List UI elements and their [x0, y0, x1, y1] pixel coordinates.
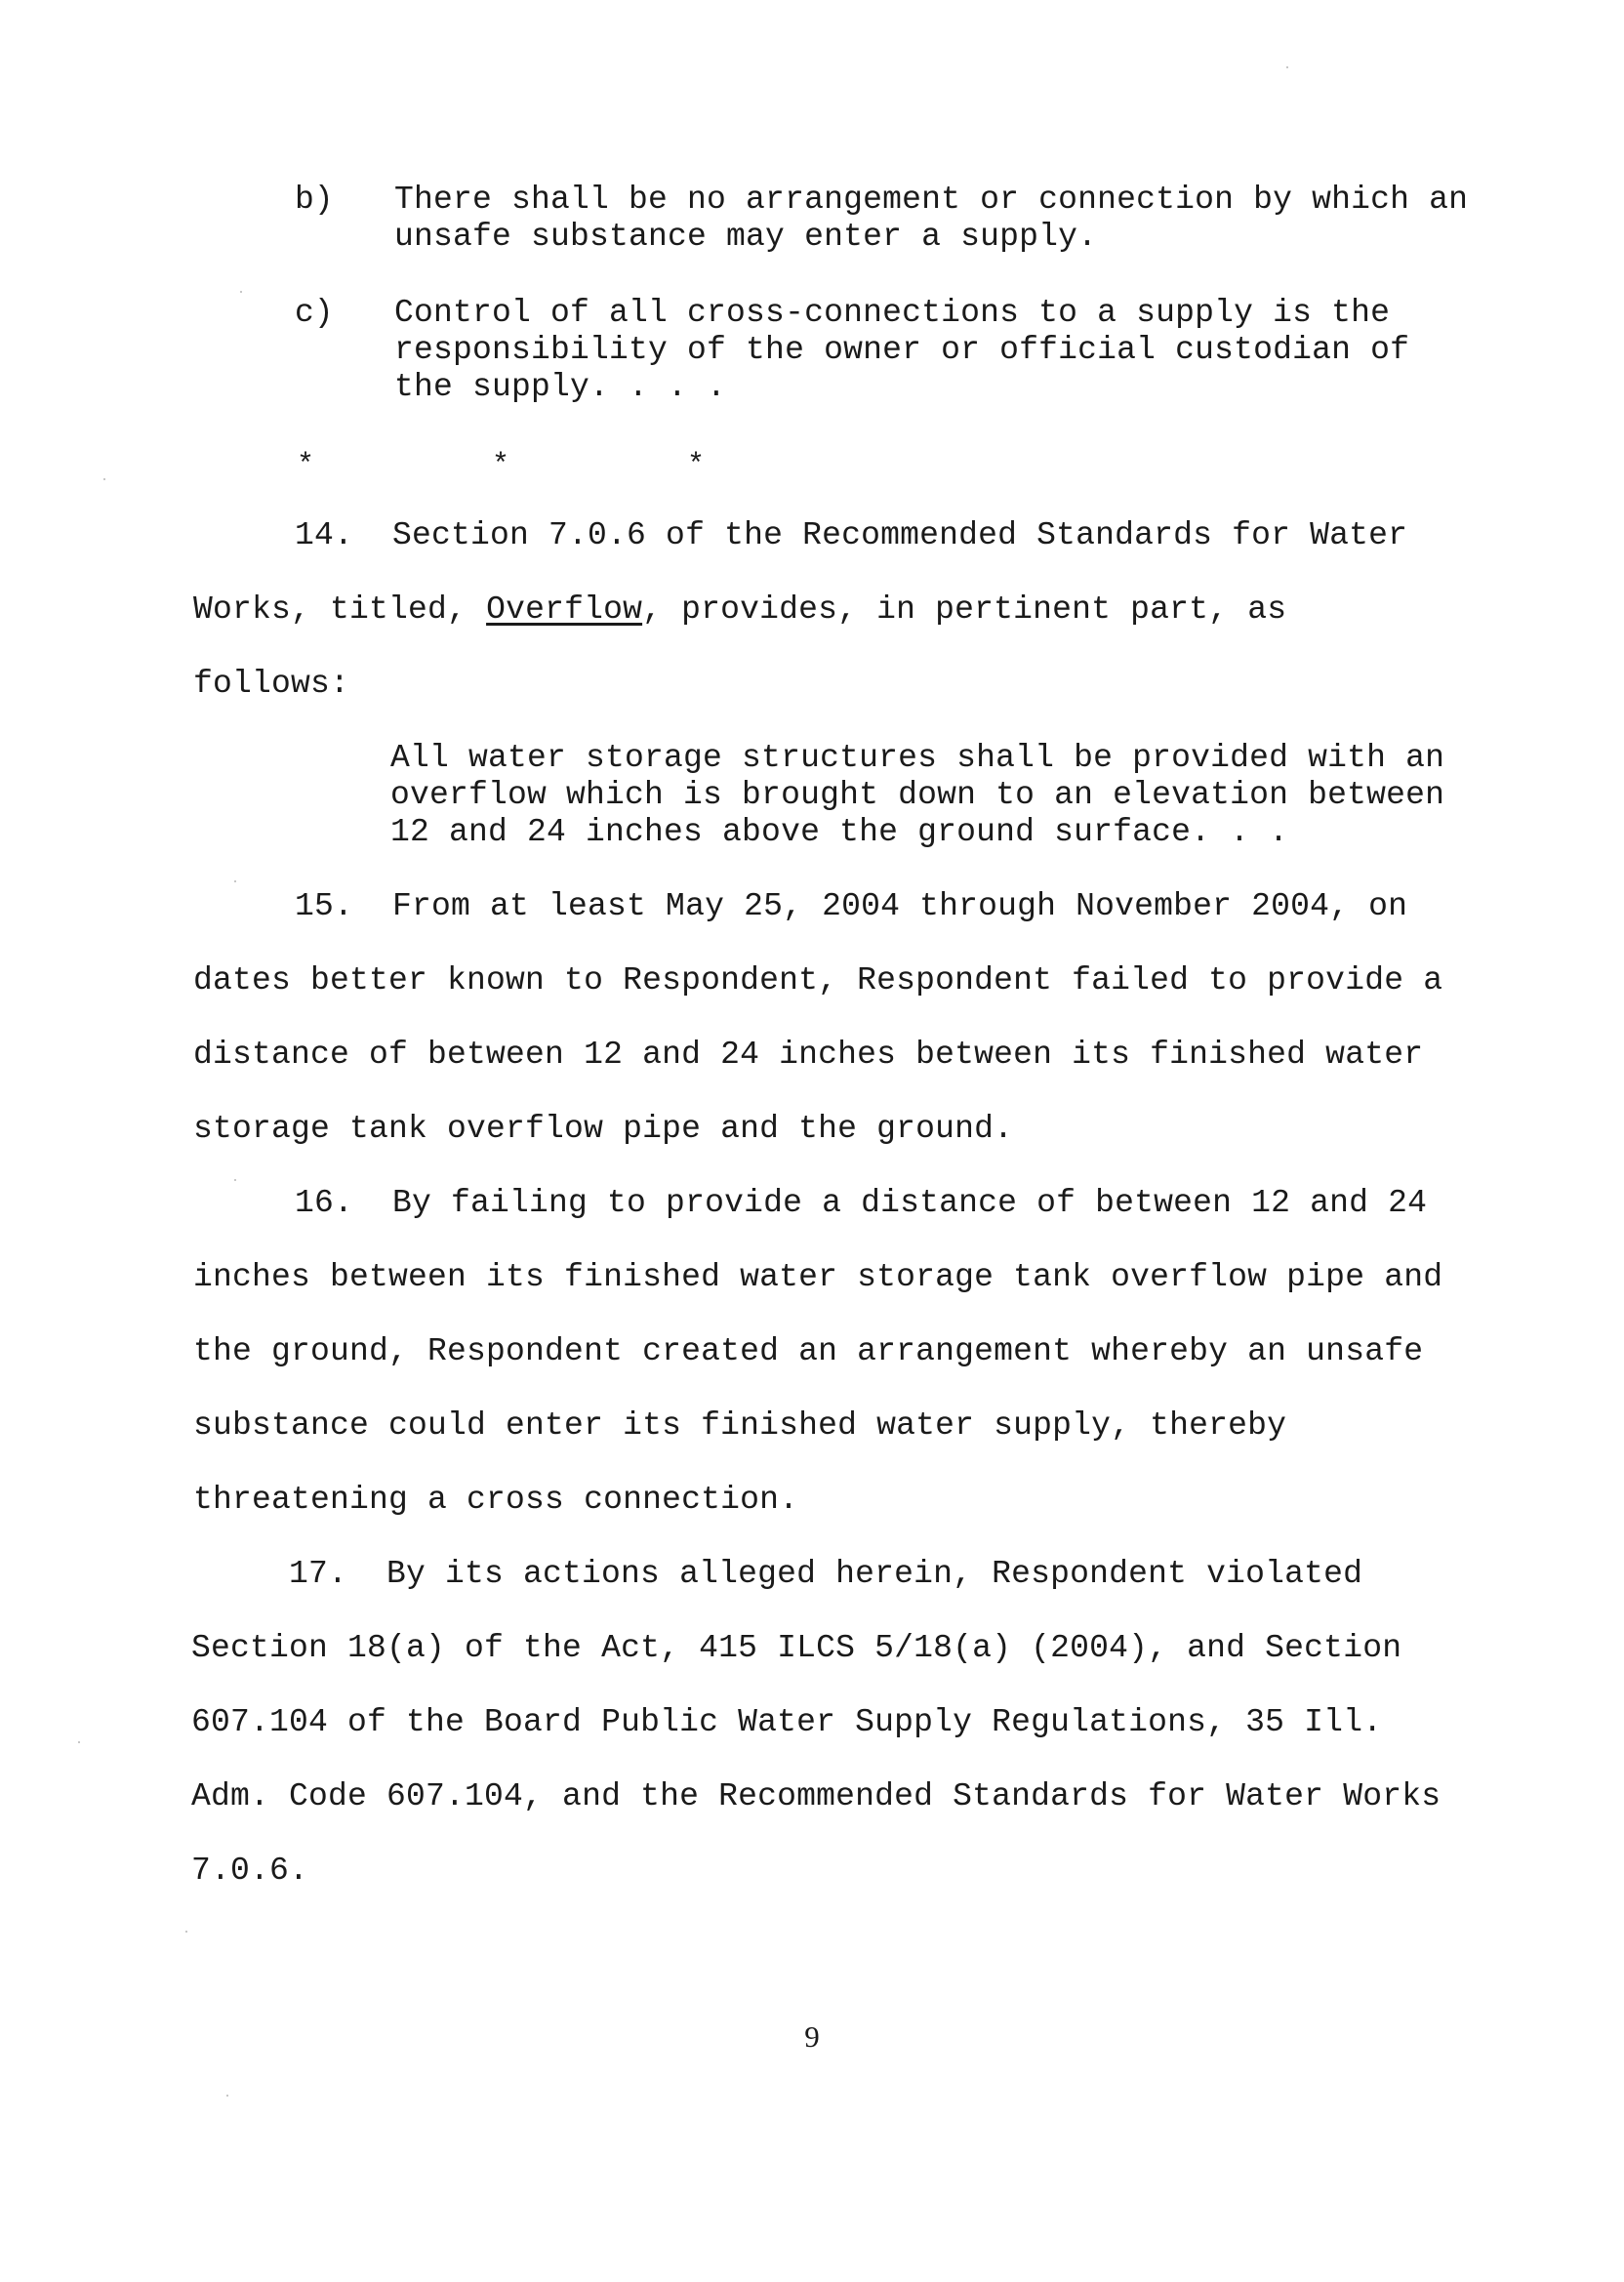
- overflow-title: Overflow: [486, 591, 643, 628]
- scan-speck: [234, 880, 236, 882]
- para-17-line-4: Adm. Code 607.104, and the Recommended Standards for Water Works: [191, 1778, 1441, 1814]
- scan-speck: [240, 291, 242, 293]
- page-number: 9: [804, 2019, 820, 2054]
- para-16-line-4: substance could enter its finished water supply, thereby: [193, 1407, 1287, 1444]
- item-b-line-2: unsafe substance may enter a supply.: [394, 219, 1098, 255]
- para-16-line-2: inches between its finished water storage tank overflow pipe and: [193, 1259, 1443, 1295]
- item-c-line-1: Control of all cross-connections to a supply is the: [394, 295, 1391, 331]
- scan-speck: [103, 478, 105, 480]
- ellipsis-star-3: *: [687, 449, 706, 482]
- para-14-line-2-post: , provides, in pertinent part, as: [642, 591, 1287, 628]
- scan-speck: [226, 2095, 228, 2097]
- item-c-line-3: the supply. . . .: [394, 369, 727, 405]
- scan-speck: [1286, 66, 1288, 68]
- scan-speck: [78, 1741, 80, 1743]
- para-15-line-2: dates better known to Respondent, Respondent failed to provide a: [193, 962, 1443, 998]
- para-14-line-2-pre: Works, titled,: [193, 591, 487, 628]
- quote-line-2: overflow which is brought down to an elevation between: [390, 777, 1445, 813]
- ellipsis-star-1: *: [297, 449, 315, 482]
- scan-speck: [234, 1179, 236, 1181]
- para-15-line-4: storage tank overflow pipe and the ground.: [193, 1111, 1014, 1147]
- para-17-line-5: 7.0.6.: [191, 1853, 309, 1889]
- para-17-line-1: 17. By its actions alleged herein, Respondent violated: [289, 1556, 1363, 1592]
- para-16-line-1: 16. By failing to provide a distance of between 12 and 24: [295, 1185, 1428, 1221]
- para-16-line-3: the ground, Respondent created an arrangement whereby an unsafe: [193, 1333, 1424, 1369]
- para-15-line-3: distance of between 12 and 24 inches between its finished water: [193, 1037, 1424, 1073]
- para-17-line-2: Section 18(a) of the Act, 415 ILCS 5/18(a) (2004), and Section: [191, 1630, 1402, 1666]
- para-16-line-5: threatening a cross connection.: [193, 1482, 799, 1518]
- para-14-line-3: follows:: [193, 666, 350, 702]
- para-17-line-3: 607.104 of the Board Public Water Supply Regulations, 35 Ill.: [191, 1704, 1383, 1740]
- item-b-line-1: There shall be no arrangement or connection by which an: [394, 182, 1469, 218]
- item-c-line-2: responsibility of the owner or official custodian of: [394, 332, 1410, 368]
- scan-speck: [185, 1931, 187, 1933]
- para-14-line-2: [193, 591, 1286, 629]
- item-b-label: b): [295, 182, 334, 218]
- ellipsis-star-2: *: [492, 449, 510, 482]
- quote-line-3: 12 and 24 inches above the ground surface. . .: [390, 814, 1289, 850]
- para-14-line-1: 14. Section 7.0.6 of the Recommended Standards for Water: [295, 517, 1408, 553]
- quote-line-1: All water storage structures shall be provided with an: [390, 740, 1445, 776]
- item-c-label: c): [295, 295, 334, 331]
- para-15-line-1: 15. From at least May 25, 2004 through November 2004, on: [295, 888, 1408, 924]
